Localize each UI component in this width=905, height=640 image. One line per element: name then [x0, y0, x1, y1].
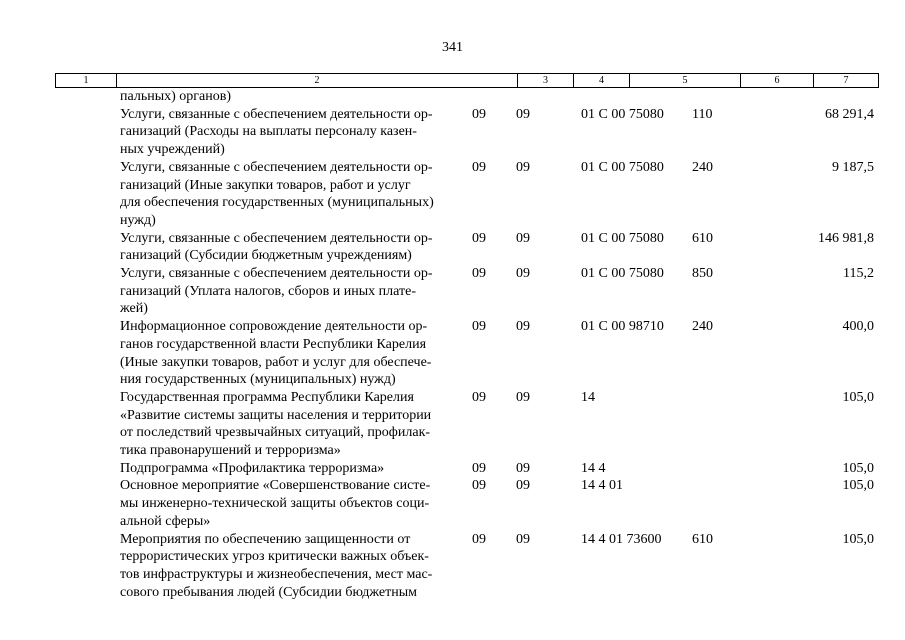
table-row: [0, 88, 905, 106]
section-code: 09: [472, 478, 486, 494]
subsection-code: 09: [516, 159, 530, 175]
row-description: [120, 230, 465, 265]
row-description: [120, 106, 465, 159]
target-article-code: 14 4 01: [581, 478, 623, 494]
expense-type-code: 610: [692, 531, 713, 547]
amount: 115,2: [843, 266, 874, 282]
description-line: для обеспечения государственных (муниципальных): [120, 195, 434, 211]
subsection-code: 09: [516, 478, 530, 494]
section-code: 09: [472, 389, 486, 405]
page-number: 341: [442, 40, 463, 55]
expense-type-code: 610: [692, 230, 713, 246]
description-line: сового пребывания людей (Субсидии бюджетным: [120, 584, 417, 600]
column-header-4: 4: [573, 73, 629, 88]
subsection-code: 09: [516, 106, 530, 122]
row-description: [120, 265, 465, 318]
subsection-code: 09: [516, 266, 530, 282]
description-line: Подпрограмма «Профилактика терроризма»: [120, 460, 385, 476]
description-line: Услуги, связанные с обеспечением деятельности ор-: [120, 159, 433, 175]
description-line: ганизаций (Иные закупки товаров, работ и услуг: [120, 177, 411, 193]
column-header-5: 5: [629, 73, 740, 88]
subsection-code: 09: [516, 460, 530, 476]
section-code: 09: [472, 460, 486, 476]
expense-type-code: 110: [692, 106, 713, 122]
row-description: [120, 531, 465, 602]
section-code: 09: [472, 319, 486, 335]
row-description: [120, 88, 465, 106]
table-row: [0, 389, 905, 460]
description-line: пальных) органов): [120, 89, 231, 104]
target-article-code: 01 С 00 75080: [581, 159, 664, 175]
subsection-code: 09: [516, 319, 530, 335]
amount: 68 291,4: [825, 106, 874, 122]
table-row: [0, 460, 905, 478]
subsection-code: 09: [516, 389, 530, 405]
amount: 105,0: [842, 460, 874, 476]
description-line: тика правонарушений и терроризма»: [120, 443, 341, 459]
table-row: [0, 106, 905, 159]
description-line: Мероприятия по обеспечению защищенности от: [120, 531, 411, 547]
table-row: [0, 531, 905, 602]
column-header-6: 6: [740, 73, 813, 88]
description-line: Услуги, связанные с обеспечением деятельности ор-: [120, 106, 433, 122]
table-header: [55, 73, 878, 87]
description-line: нужд): [120, 212, 156, 228]
description-line: Государственная программа Республики Карелия: [120, 389, 414, 405]
section-code: 09: [472, 531, 486, 547]
description-line: Услуги, связанные с обеспечением деятельности ор-: [120, 266, 433, 282]
subsection-code: 09: [516, 230, 530, 246]
expense-type-code: 240: [692, 159, 713, 175]
description-line: ганизаций (Уплата налогов, сборов и иных плате-: [120, 283, 416, 299]
description-line: Информационное сопровождение деятельности ор-: [120, 319, 428, 335]
amount: 9 187,5: [832, 159, 874, 175]
amount: 105,0: [842, 531, 874, 547]
row-description: [120, 389, 465, 460]
amount: 105,0: [842, 389, 874, 405]
table-row: [0, 477, 905, 530]
description-line: ния государственных (муниципальных) нужд): [120, 372, 396, 388]
description-line: (Иные закупки товаров, работ и услуг для обеспече-: [120, 354, 432, 370]
section-code: 09: [472, 266, 486, 282]
target-article-code: 14 4: [581, 460, 606, 476]
row-description: [120, 477, 465, 530]
section-code: 09: [472, 159, 486, 175]
target-article-code: 14: [581, 389, 595, 405]
table-row: [0, 265, 905, 318]
table-row: [0, 159, 905, 230]
column-header-2: 2: [116, 73, 517, 88]
table-body: [0, 88, 905, 601]
subsection-code: 09: [516, 531, 530, 547]
table-row: [0, 230, 905, 265]
description-line: от последствий чрезвычайных ситуаций, профилак-: [120, 425, 431, 441]
description-line: ных учреждений): [120, 142, 225, 158]
description-line: альной сферы»: [120, 513, 211, 529]
column-header-7: 7: [813, 73, 879, 88]
section-code: 09: [472, 230, 486, 246]
description-line: жей): [120, 301, 148, 317]
column-header-1: 1: [55, 73, 116, 88]
description-line: террористических угроз критически важных объек-: [120, 549, 429, 565]
target-article-code: 01 С 00 75080: [581, 230, 664, 246]
description-line: ганизаций (Расходы на выплаты персоналу казен-: [120, 124, 417, 140]
description-line: «Развитие системы защиты населения и территории: [120, 407, 432, 423]
target-article-code: 01 С 00 75080: [581, 266, 664, 282]
section-code: 09: [472, 106, 486, 122]
description-line: ганизаций (Субсидии бюджетным учреждениям): [120, 248, 412, 264]
row-description: [120, 318, 465, 389]
description-line: мы инженерно-технической защиты объектов соци-: [120, 496, 430, 512]
row-description: [120, 159, 465, 230]
amount: 105,0: [842, 478, 874, 494]
target-article-code: 01 С 00 75080: [581, 106, 664, 122]
column-header-3: 3: [517, 73, 573, 88]
amount: 146 981,8: [818, 230, 874, 246]
table-row: [0, 318, 905, 389]
description-line: Услуги, связанные с обеспечением деятельности ор-: [120, 230, 433, 246]
target-article-code: 14 4 01 73600: [581, 531, 662, 547]
target-article-code: 01 С 00 98710: [581, 319, 664, 335]
amount: 400,0: [842, 319, 874, 335]
description-line: Основное мероприятие «Совершенствование систе-: [120, 478, 431, 494]
expense-type-code: 240: [692, 319, 713, 335]
row-description: [120, 460, 465, 478]
description-line: ганов государственной власти Республики Карелия: [120, 336, 427, 352]
expense-type-code: 850: [692, 266, 713, 282]
description-line: тов инфраструктуры и жизнеобеспечения, мест мас-: [120, 566, 433, 582]
